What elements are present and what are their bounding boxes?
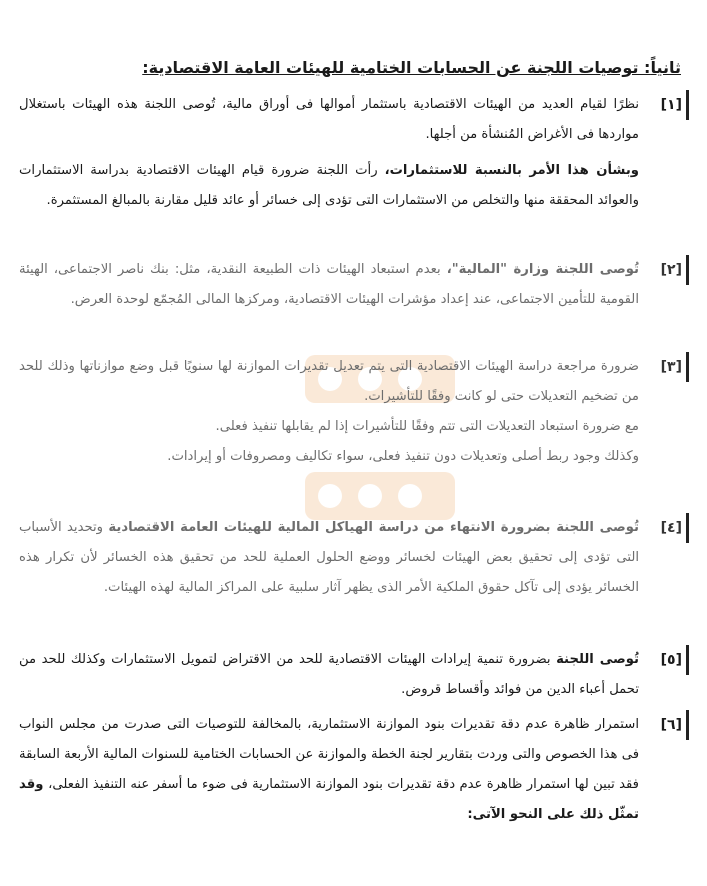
item-paragraph: مع ضرورة استبعاد التعديلات التى تتم وفقًا للتأشيرات إذا لم يقابلها تنفيذ فعلى. — [215, 419, 639, 434]
item-bold-lead: تُوصى اللجنة بضرورة الانتهاء من دراسة الهياكل المالية للهيئات العامة الاقتصادية — [108, 520, 639, 535]
item-number: [٦] — [649, 710, 689, 740]
item-text: وتحديد الأسباب التى تؤدى إلى تحقيق بعض الهيئات لخسائر ووضع الحلول العملية للحد من تحقيق هذه الخسائر لأن تكرار هذه الخسائر يؤدى إلى تآكل حقوق الملكية الأمر الذى يظهر آثار سلبية على المراكز المالية لهذه الهيئات. — [19, 520, 639, 595]
item-paragraph — [19, 645, 639, 705]
item-paragraph — [19, 156, 639, 216]
recommendation-item-6 — [19, 710, 689, 830]
recommendation-item-2 — [19, 255, 689, 315]
item-bold-lead: تُوصى اللجنة — [556, 652, 640, 667]
recommendation-item-1 — [19, 90, 689, 216]
recommendation-item-4 — [19, 513, 689, 603]
item-number: [٥] — [649, 645, 689, 675]
recommendation-item-3 — [19, 352, 689, 472]
section-heading — [21, 54, 681, 82]
item-bold-lead: تُوصى اللجنة وزارة "المالية"، — [446, 262, 639, 277]
item-paragraph: وكذلك وجود ربط أصلى وتعديلات دون تنفيذ فعلى، سواء تكاليف ومصروفات أو إيرادات. — [167, 449, 639, 464]
item-text: استمرار ظاهرة عدم دقة تقديرات بنود الموازنة الاستثمارية، بالمخالفة للتوصيات التى صدرت من مجلس النواب فى هذا الخصوص والتى وردت بتقارير لجنة الخطة والموازنة عن الحسابات الختامية للسنوات المالية الأربعة السابقة فقد تبين لها استمرار ظاهرة عدم دقة تقديرات بنود الموازنة الاستثمارية فى ضوء ما أسفر عنه التنفيذ الفعلى، — [19, 717, 639, 792]
item-number: [٢] — [649, 255, 689, 285]
item-text: بعدم استبعاد الهيئات ذات الطبيعة النقدية، مثل: بنك ناصر الاجتماعى، الهيئة القومية للتأمين الاجتماعى، عند إعداد مؤشرات الهيئات الاقتصادية، ومركزها المالى المُجمّع لوحدة العرض. — [19, 262, 639, 307]
item-bold-lead: وبشأن هذا الأمر بالنسبة للاستثمارات، — [384, 163, 639, 178]
item-paragraph — [19, 513, 639, 603]
recommendation-item-5 — [19, 645, 689, 705]
section-marker: ثانياً — [650, 58, 681, 77]
item-paragraph: ضرورة مراجعة دراسة الهيئات الاقتصادية التى يتم تعديل تقديرات الموازنة لها سنويًا قبل وضع موازناتها وذلك للحد من تضخيم التعديلات حتى لو كانت وفقًا للتأشيرات. — [19, 359, 639, 404]
item-paragraph: نظرًا لقيام العديد من الهيئات الاقتصادية باستثمار أموالها فى أوراق مالية، تُوصى اللجنة هذه الهيئات باستغلال مواردها فى الأغراض المُنشأة من أجلها. — [19, 97, 639, 142]
section-title: : توصيات اللجنة عن الحسابات الختامية للهيئات العامة الاقتصادية: — [142, 58, 651, 77]
item-paragraph — [19, 255, 639, 315]
item-text: بضرورة تنمية إيرادات الهيئات الاقتصادية للحد من الاقتراض لتمويل الاستثمارات وكذلك للحد من تحمل أعباء الدين من فوائد وأقساط قروض. — [19, 652, 639, 697]
item-number: [١] — [649, 90, 689, 120]
item-number: [٣] — [649, 352, 689, 382]
item-number: [٤] — [649, 513, 689, 543]
item-bold-end: وقد تمثّل ذلك على النحو الآتى: — [19, 777, 639, 822]
item-paragraph — [19, 710, 639, 830]
item-text: رأت اللجنة ضرورة قيام الهيئات الاقتصادية بدراسة الاستثمارات والعوائد المحققة منها والتخلص من الاستثمارات التى تؤدى إلى خسائر أو عائد قليل مقارنة بالمبالغ المستثمرة. — [19, 163, 639, 208]
